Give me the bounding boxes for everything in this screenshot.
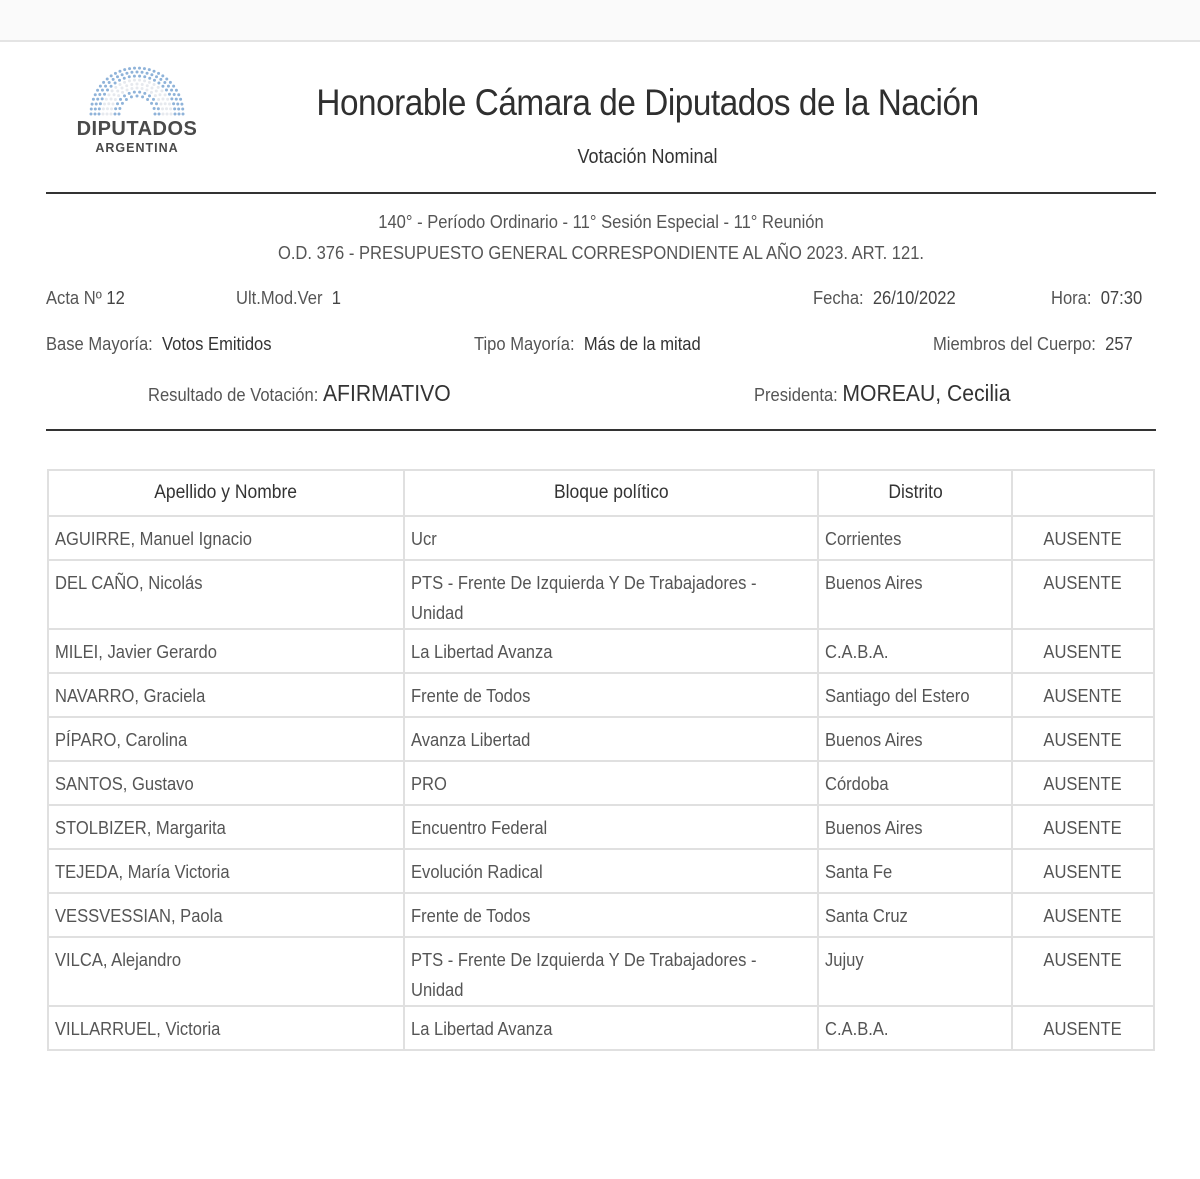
hemicycle-seat [153, 70, 156, 73]
hemicycle-seat [102, 107, 105, 110]
hemicycle-icon [87, 64, 187, 116]
cell-voto: AUSENTE [1012, 673, 1154, 717]
hemicycle-seat [179, 98, 182, 101]
hemicycle-seat [121, 91, 124, 94]
votes-table [47, 469, 1155, 1051]
hemicycle-seat [101, 89, 104, 92]
hemicycle-seat [119, 98, 122, 101]
hemicycle-seat [148, 77, 151, 80]
table-row [48, 673, 1154, 717]
miembros-field [933, 334, 1133, 355]
hemicycle-seat [128, 79, 131, 82]
cell-voto: AUSENTE [1012, 893, 1154, 937]
hemicycle-seat [103, 102, 106, 105]
hemicycle-seat [157, 86, 160, 89]
hemicycle-seat [107, 93, 110, 96]
hemicycle-seat [105, 98, 108, 101]
tipo-mayoria-field [474, 334, 701, 355]
cell-voto: AUSENTE [1012, 560, 1154, 629]
ultmod-value: 1 [331, 288, 341, 308]
cell-distrito: C.A.B.A. [818, 1006, 1012, 1050]
hemicycle-seat [155, 75, 158, 78]
hemicycle-seat [110, 113, 113, 116]
hemicycle-seat [136, 87, 139, 90]
hemicycle-seat [118, 79, 121, 82]
hemicycle-seat [128, 67, 131, 70]
hemicycle-seat [126, 88, 129, 91]
table-row [48, 849, 1154, 893]
hemicycle-seat [95, 102, 98, 105]
hemicycle-seat [170, 97, 173, 100]
resultado-label: Resultado de Votación: [148, 385, 319, 405]
cell-bloque: Frente de Todos [404, 673, 818, 717]
hemicycle-seat [111, 89, 114, 92]
table-row [48, 560, 1154, 629]
cell-voto: AUSENTE [1012, 805, 1154, 849]
hemicycle-seat [172, 85, 175, 88]
hemicycle-seat [174, 113, 177, 116]
hemicycle-seat [146, 72, 149, 75]
page-subtitle: Votación Nominal [577, 146, 718, 168]
cell-bloque: Avanza Libertad [404, 717, 818, 761]
hemicycle-seat [136, 71, 139, 74]
hemicycle-seat [123, 94, 126, 97]
cell-nombre: PÍPARO, Carolina [48, 717, 404, 761]
hemicycle-seat [130, 87, 133, 90]
hemicycle-seat [92, 98, 95, 101]
fecha-label: Fecha: [813, 288, 864, 308]
cell-distrito: C.A.B.A. [818, 629, 1012, 673]
hemicycle-seat [104, 85, 107, 88]
logo-text-diputados: DIPUTADOS [76, 118, 198, 140]
table-row [48, 629, 1154, 673]
presidenta-value: MOREAU, Cecilia [842, 380, 1011, 406]
hemicycle-seat [125, 84, 128, 87]
cell-nombre: VILCA, Alejandro [48, 937, 404, 1006]
cell-voto: AUSENTE [1012, 761, 1154, 805]
cell-nombre: DEL CAÑO, Nicolás [48, 560, 404, 629]
hemicycle-seat [155, 90, 158, 93]
hemicycle-seat [143, 92, 146, 95]
hemicycle-seat [146, 98, 149, 101]
hora-field [1051, 288, 1142, 309]
hemicycle-seat [145, 88, 148, 91]
hemicycle-seat [123, 77, 126, 80]
acta-label: Acta Nº [46, 288, 102, 308]
hemicycle-seat [121, 73, 124, 76]
hemicycle-seat [154, 113, 157, 116]
table-row [48, 717, 1154, 761]
hemicycle-seat [175, 98, 178, 101]
hemicycle-seat [117, 94, 120, 97]
hemicycle-seat [118, 107, 121, 110]
fecha-field [813, 288, 956, 309]
cell-bloque: PTS - Frente De Izquierda Y De Trabajadores - Unidad [404, 937, 818, 1006]
base-mayoria-value: Votos Emitidos [161, 334, 272, 354]
header-bloque: Bloque político [404, 470, 818, 516]
hemicycle-seat [106, 107, 109, 110]
cell-nombre: SANTOS, Gustavo [48, 761, 404, 805]
table-row [48, 893, 1154, 937]
session-info: 140° - Período Ordinario - 11° Sesión Especial - 11° Reunión [378, 212, 824, 232]
hemicycle-seat [168, 102, 171, 105]
hemicycle-seat [165, 107, 168, 110]
cell-distrito: Santa Fe [818, 849, 1012, 893]
hemicycle-seat [157, 72, 160, 75]
hemicycle-seat [153, 83, 156, 86]
hemicycle-seat [106, 89, 109, 92]
hemicycle-seat [121, 87, 124, 90]
presidenta-label: Presidenta: [754, 385, 838, 405]
hemicycle-seat [130, 95, 133, 98]
hemicycle-seat [128, 75, 131, 78]
hemicycle-seat [167, 85, 170, 88]
hemicycle-seat [133, 67, 136, 70]
hemicycle-seat [165, 89, 168, 92]
hemicycle-seat [110, 98, 113, 101]
hemicycle-seat [116, 75, 119, 78]
hemicycle-seat [90, 108, 93, 111]
hemicycle-seat [143, 75, 146, 78]
table-row [48, 805, 1154, 849]
hemicycle-seat [98, 93, 101, 96]
tipo-mayoria-label: Tipo Mayoría: [474, 334, 575, 354]
hemicycle-seat [160, 103, 163, 106]
hemicycle-seat [166, 113, 169, 116]
table-row [48, 937, 1154, 1006]
top-bar [0, 0, 1200, 42]
presidenta-field [754, 380, 1011, 407]
hemicycle-seat [114, 72, 117, 75]
hemicycle-seat [163, 81, 166, 84]
cell-distrito: Santiago del Estero [818, 673, 1012, 717]
miembros-value: 257 [1105, 334, 1133, 354]
hemicycle-seat [146, 84, 149, 87]
miembros-label: Miembros del Cuerpo: [933, 334, 1096, 354]
hemicycle-seat [138, 79, 141, 82]
hemicycle-seat [96, 89, 99, 92]
hemicycle-seat [121, 102, 124, 105]
hemicycle-seat [133, 91, 136, 94]
cell-bloque: PRO [404, 761, 818, 805]
hemicycle-seat [177, 93, 180, 96]
cell-nombre: NAVARRO, Graciela [48, 673, 404, 717]
hemicycle-seat [125, 72, 128, 75]
hemicycle-seat [106, 77, 109, 80]
hemicycle-seat [102, 113, 105, 116]
cell-nombre: TEJEDA, María Victoria [48, 849, 404, 893]
hemicycle-seat [128, 92, 131, 95]
hemicycle-seat [114, 98, 117, 101]
hemicycle-seat [161, 85, 164, 88]
hemicycle-seat [161, 98, 164, 101]
ultmod-label: Ult.Mod.Ver [236, 288, 323, 308]
cell-nombre: STOLBIZER, Margarita [48, 805, 404, 849]
hemicycle-seat [141, 95, 144, 98]
hemicycle-seat [153, 107, 156, 110]
hemicycle-seat [107, 102, 110, 105]
hemicycle-seat [123, 68, 126, 71]
hemicycle-seat [178, 113, 181, 116]
cell-bloque: Encuentro Federal [404, 805, 818, 849]
fecha-value: 26/10/2022 [872, 288, 956, 308]
hemicycle-seat [141, 71, 144, 74]
cell-voto: AUSENTE [1012, 849, 1154, 893]
hemicycle-seat [114, 81, 117, 84]
hemicycle-seat [118, 70, 121, 73]
diputados-logo [62, 64, 212, 156]
hemicycle-seat [125, 98, 128, 101]
hemicycle-seat [108, 81, 111, 84]
hemicycle-seat [101, 97, 104, 100]
hemicycle-seat [169, 107, 172, 110]
hemicycle-seat [118, 113, 121, 116]
hemicycle-seat [123, 81, 126, 84]
cell-voto: AUSENTE [1012, 629, 1154, 673]
hemicycle-seat [166, 98, 169, 101]
hemicycle-seat [152, 98, 155, 101]
hemicycle-seat [114, 113, 117, 116]
hemicycle-seat [157, 98, 160, 101]
hemicycle-seat [170, 89, 173, 92]
hora-value: 07:30 [1100, 288, 1143, 308]
hemicycle-seat [133, 79, 136, 82]
hemicycle-seat [138, 75, 141, 78]
hemicycle-seat [99, 85, 102, 88]
hemicycle-seat [111, 103, 114, 106]
hemicycle-seat [181, 108, 184, 111]
cell-bloque: La Libertad Avanza [404, 629, 818, 673]
base-mayoria-field [46, 334, 272, 355]
cell-distrito: Buenos Aires [818, 560, 1012, 629]
divider-bottom [46, 429, 1156, 431]
hemicycle-seat [99, 102, 102, 105]
cell-bloque: La Libertad Avanza [404, 1006, 818, 1050]
hemicycle-seat [173, 107, 176, 110]
hemicycle-seat [159, 78, 162, 81]
hemicycle-seat [180, 103, 183, 106]
cell-bloque: Ucr [404, 516, 818, 560]
cell-voto: AUSENTE [1012, 1006, 1154, 1050]
hemicycle-seat [158, 113, 161, 116]
resultado-value: AFIRMATIVO [322, 380, 451, 406]
hemicycle-seat [154, 94, 157, 97]
hemicycle-seat [148, 94, 151, 97]
base-mayoria-label: Base Mayoría: [46, 334, 153, 354]
hemicycle-seat [141, 87, 144, 90]
hemicycle-seat [164, 93, 167, 96]
hora-label: Hora: [1051, 288, 1092, 308]
hemicycle-seat [160, 89, 163, 92]
hemicycle-seat [133, 75, 136, 78]
hemicycle-seat [151, 87, 154, 90]
hemicycle-seat [114, 86, 117, 89]
hemicycle-seat [157, 81, 160, 84]
cell-nombre: VILLARRUEL, Victoria [48, 1006, 404, 1050]
hemicycle-seat [138, 91, 141, 94]
hemicycle-seat [102, 81, 105, 84]
divider-top [46, 192, 1156, 194]
hemicycle-seat [175, 89, 178, 92]
table-header-row [48, 470, 1154, 516]
cell-distrito: Córdoba [818, 761, 1012, 805]
hemicycle-seat [116, 90, 119, 93]
cell-bloque: Frente de Todos [404, 893, 818, 937]
logo-text-argentina: ARGENTINA [95, 141, 179, 155]
header-voto [1012, 470, 1154, 516]
cell-nombre: MILEI, Javier Gerardo [48, 629, 404, 673]
hemicycle-seat [90, 113, 93, 116]
hemicycle-seat [169, 81, 172, 84]
cell-distrito: Buenos Aires [818, 805, 1012, 849]
hemicycle-seat [172, 102, 175, 105]
acta-field [46, 288, 125, 309]
page-title: Honorable Cámara de Diputados de la Nación [316, 82, 979, 123]
resultado-field [148, 380, 451, 407]
hemicycle-seat [112, 78, 115, 81]
hemicycle-seat [148, 81, 151, 84]
acta-value: 12 [106, 288, 125, 308]
hemicycle-seat [143, 67, 146, 70]
hemicycle-seat [110, 107, 113, 110]
tipo-mayoria-value: Más de la mitad [583, 334, 701, 354]
hemicycle-seat [103, 93, 106, 96]
hemicycle-seat [138, 67, 141, 70]
cell-distrito: Jujuy [818, 937, 1012, 1006]
hemicycle-seat [170, 113, 173, 116]
hemicycle-seat [155, 102, 158, 105]
header-nombre: Apellido y Nombre [48, 470, 404, 516]
hemicycle-seat [113, 93, 116, 96]
ultmod-field [236, 288, 341, 309]
hemicycle-seat [106, 113, 109, 116]
hemicycle-seat [176, 102, 179, 105]
hemicycle-seat [153, 79, 156, 82]
hemicycle-seat [148, 68, 151, 71]
hemicycle-seat [110, 85, 113, 88]
hemicycle-seat [182, 113, 185, 116]
hemicycle-seat [165, 77, 168, 80]
hemicycle-seat [141, 83, 144, 86]
cell-bloque: PTS - Frente De Izquierda Y De Trabajadores - Unidad [404, 560, 818, 629]
hemicycle-seat [161, 107, 164, 110]
hemicycle-seat [143, 79, 146, 82]
hemicycle-seat [150, 91, 153, 94]
hemicycle-seat [110, 74, 113, 77]
hemicycle-seat [114, 107, 117, 110]
hemicycle-seat [136, 83, 139, 86]
hemicycle-seat [94, 107, 97, 110]
hemicycle-seat [150, 102, 153, 105]
hemicycle-seat [162, 113, 165, 116]
hemicycle-seat [98, 113, 101, 116]
hemicycle-seat [150, 73, 153, 76]
hemicycle-seat [173, 93, 176, 96]
hemicycle-seat [157, 107, 160, 110]
hemicycle-seat [130, 83, 133, 86]
cell-nombre: VESSVESSIAN, Paola [48, 893, 404, 937]
hemicycle-seat [130, 71, 133, 74]
table-row [48, 1006, 1154, 1050]
hemicycle-seat [177, 107, 180, 110]
table-row [48, 516, 1154, 560]
hemicycle-seat [94, 113, 97, 116]
cell-nombre: AGUIRRE, Manuel Ignacio [48, 516, 404, 560]
hemicycle-seat [164, 102, 167, 105]
hemicycle-seat [116, 102, 119, 105]
hemicycle-seat [94, 93, 97, 96]
hemicycle-seat [91, 103, 94, 106]
cell-voto: AUSENTE [1012, 516, 1154, 560]
cell-voto: AUSENTE [1012, 717, 1154, 761]
hemicycle-seat [98, 107, 101, 110]
hemicycle-seat [161, 74, 164, 77]
session-topic: O.D. 376 - PRESUPUESTO GENERAL CORRESPONDIENTE AL AÑO 2023. ART. 121. [277, 243, 925, 263]
hemicycle-seat [168, 93, 171, 96]
hemicycle-seat [158, 93, 161, 96]
header-distrito: Distrito [818, 470, 1012, 516]
cell-distrito: Corrientes [818, 516, 1012, 560]
cell-distrito: Santa Cruz [818, 893, 1012, 937]
cell-distrito: Buenos Aires [818, 717, 1012, 761]
hemicycle-seat [119, 83, 122, 86]
hemicycle-seat [96, 98, 99, 101]
cell-voto: AUSENTE [1012, 937, 1154, 1006]
hemicycle-seat [136, 95, 139, 98]
cell-bloque: Evolución Radical [404, 849, 818, 893]
table-row [48, 761, 1154, 805]
